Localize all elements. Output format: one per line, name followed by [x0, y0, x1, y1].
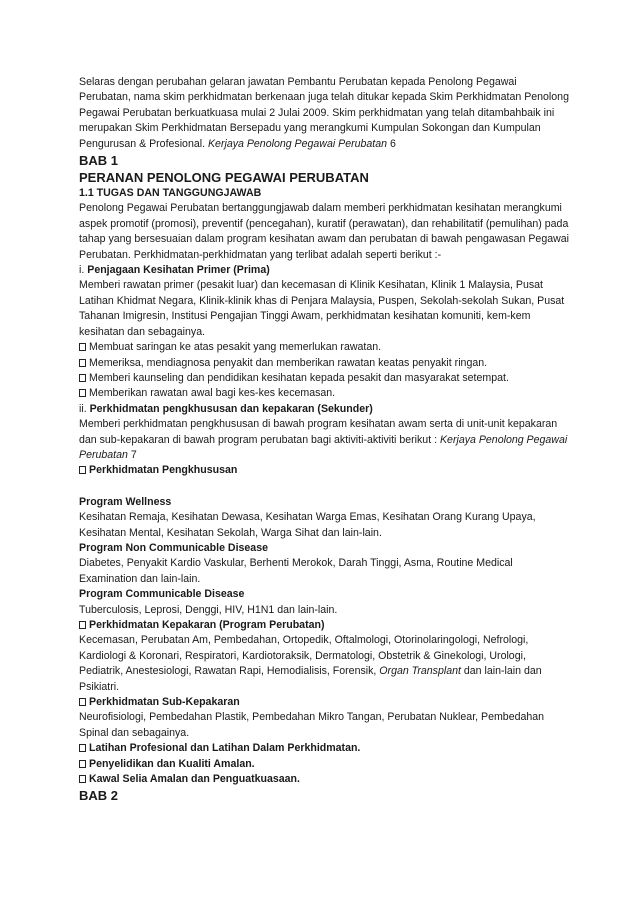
checkbox-icon [79, 466, 86, 474]
checkbox-icon [79, 343, 86, 351]
primer-bullet: Memeriksa, mendiagnosa penyakit dan memberikan rawatan keatas penyakit ringan. [79, 356, 569, 371]
primer-bullet: Membuat saringan ke atas pesakit yang memerlukan rawatan. [79, 340, 569, 355]
sekunder-text: Memberi perkhidmatan pengkhususan di bawah program kesihatan awam serta di unit-unit kepakaran dan sub-kepakaran di bawah program perubatan bagi aktiviti-aktiviti berikut : Kerjaya Penolong Pegawai Perubatan 7 [79, 418, 568, 461]
checkbox-icon [79, 775, 86, 783]
primer-text: Memberi rawatan primer (pesakit luar) dan kecemasan di Klinik Kesihatan, Klinik 1 Malaysia, Pusat Latihan Khidmat Negara, Klinik-klinik khas di Penjara Malaysia, Puspen, Sekolah-sekolah Sukan, Pusat Tahanan Imigresin, Institusi Pengajian Tinggi Awam, perkhidmatan kesihatan komuniti, kem-kem kesihatan dan sebagainya. [79, 279, 565, 338]
checkbox-icon [79, 744, 86, 752]
document-page [79, 75, 569, 804]
checkbox-icon [79, 359, 86, 367]
subkepakaran-heading: Perkhidmatan Sub-Kepakaran [79, 695, 569, 710]
checkbox-icon [79, 621, 86, 629]
bab1-label: BAB 1 [79, 153, 119, 169]
section-1-1-text: Penolong Pegawai Perubatan bertanggungjawab dalam memberi perkhidmatan kesihatan merangkumi aspek promotif (promosi), preventif (pencegahan), kuratif (perawatan), dan rehabilitatif (pemulihan) pada tahap yang bersesuaian dalam program kesihatan awam dan perubatan di bawah pengawasan Pegawai Perubatan. Perkhidmatan-perkhidmatan yang terlibat adalah seperti berikut :- [79, 202, 569, 261]
intro-paragraph: Selaras dengan perubahan gelaran jawatan Pembantu Perubatan kepada Penolong Pegawai Perubatan, nama skim perkhidmatan berkenaan juga telah ditukar kepada Skim Perkhidmatan Penolong Pegawai Perubatan berkuatkuasa mulai 2 Julai 2009. Skim perkhidmatan yang telah ditambahbaik ini merupakan Skim Perkhidmatan Bersepadu yang merangkumi Kumpulan Sokongan dan Kumpulan Pengurusan & Profesional. Kerjaya Penolong Pegawai Perubatan 6 [79, 76, 569, 150]
subkepakaran-text: Neurofisiologi, Pembedahan Plastik, Pembedahan Mikro Tangan, Perubatan Nuklear, Pembedahan Spinal dan sebagainya. [79, 711, 545, 739]
bab1-title: PERANAN PENOLONG PEGAWAI PERUBATAN [79, 170, 369, 186]
kepakaran-text: Kecemasan, Perubatan Am, Pembedahan, Ortopedik, Oftalmologi, Otorinolaringologi, Nefrologi, Kardiologi & Koronari, Respiratori, Kardiotoraksik, Dermatologi, Obstetrik & Ginekologi, Urologi, Pediatrik, Anestesiologi, Rawatan Rapi, Hemodialisis, Forensik, Organ Transplant dan lain-lain dan Psikiatri. [79, 634, 542, 693]
pengkhususan-heading: Perkhidmatan Pengkhususan [79, 463, 569, 478]
wellness-heading: Program Wellness [79, 495, 172, 508]
primer-bullet: Memberi kaunseling dan pendidikan kesihatan kepada pesakit dan masyarakat setempat. [79, 371, 569, 386]
closing-item: Kawal Selia Amalan dan Penguatkuasaan. [79, 772, 569, 787]
spacer [79, 479, 569, 495]
bab2-label: BAB 2 [79, 788, 119, 804]
checkbox-icon [79, 760, 86, 768]
cd-text: Tuberculosis, Leprosi, Denggi, HIV, H1N1 dan lain-lain. [79, 603, 338, 616]
closing-item: Penyelidikan dan Kualiti Amalan. [79, 757, 569, 772]
section-heading-1-1: 1.1 TUGAS DAN TANGGUNGJAWAB [79, 187, 262, 200]
ncd-heading: Program Non Communicable Disease [79, 541, 268, 554]
checkbox-icon [79, 374, 86, 382]
sekunder-heading: ii. Perkhidmatan pengkhususan dan kepakaran (Sekunder) [79, 402, 373, 415]
closing-item: Latihan Profesional dan Latihan Dalam Perkhidmatan. [79, 741, 569, 756]
ncd-text: Diabetes, Penyakit Kardio Vaskular, Berhenti Merokok, Darah Tinggi, Asma, Routine Medical Examination dan lain-lain. [79, 557, 513, 585]
kepakaran-heading: Perkhidmatan Kepakaran (Program Perubatan) [79, 618, 569, 633]
checkbox-icon [79, 698, 86, 706]
primer-heading: i. Penjagaan Kesihatan Primer (Prima) [79, 264, 270, 277]
primer-bullet: Memberikan rawatan awal bagi kes-kes kecemasan. [79, 386, 569, 401]
sekunder-citation: Kerjaya Penolong Pegawai Perubatan [79, 433, 568, 461]
wellness-text: Kesihatan Remaja, Kesihatan Dewasa, Kesihatan Warga Emas, Kesihatan Orang Kurang Upaya, Kesihatan Mental, Kesihatan Sekolah, Warga Sihat dan lain-lain. [79, 511, 536, 539]
cd-heading: Program Communicable Disease [79, 588, 245, 601]
checkbox-icon [79, 389, 86, 397]
intro-citation: Kerjaya Penolong Pegawai Perubatan [207, 137, 388, 150]
